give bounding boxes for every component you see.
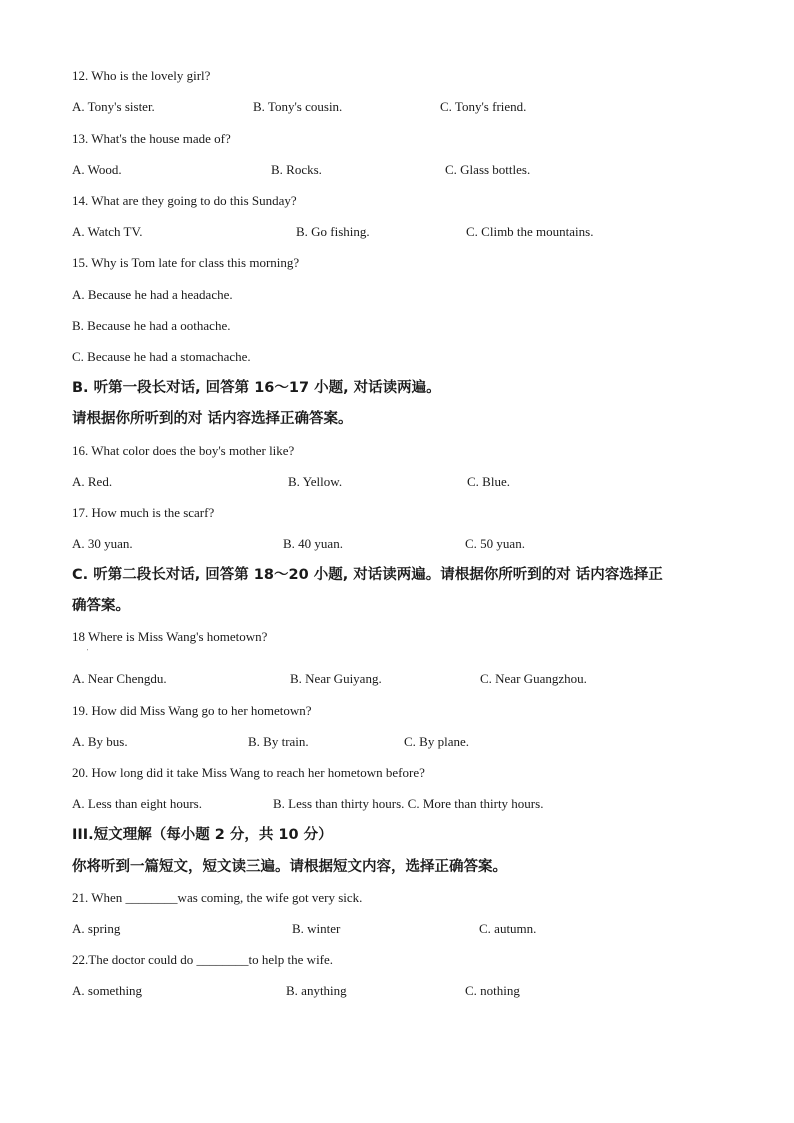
section-b-heading: B. 听第一段长对话, 回答第 16～17 小题, 对话读两遍。 [72, 380, 441, 396]
question-17-option-c: C. 50 yuan. [465, 536, 525, 551]
question-14-option-b: B. Go fishing. [296, 224, 370, 239]
question-13-option-a: A. Wood. [72, 162, 122, 177]
question-15-option-b: B. Because he had a oothache. [72, 318, 231, 333]
section-b-instruction: 请根据你所听到的对 话内容选择正确答案。 [72, 411, 353, 427]
question-16: 16. What color does the boy's mother like? [72, 443, 295, 458]
section-c-heading-cont: 确答案。 [72, 598, 130, 614]
question-19-option-a: A. By bus. [72, 734, 128, 749]
question-14-option-c: C. Climb the mountains. [466, 224, 594, 239]
question-12-option-b: B. Tony's cousin. [253, 99, 343, 114]
question-21-option-b: B. winter [292, 921, 341, 936]
question-22: 22.The doctor could do ________to help the wife. [72, 952, 334, 967]
question-19-option-c: C. By plane. [404, 734, 469, 749]
question-16-option-a: A. Red. [72, 474, 113, 489]
question-15-option-c: C. Because he had a stomachache. [72, 349, 251, 364]
question-18: 18 Where is Miss Wang's hometown? [72, 629, 268, 644]
question-19-option-b: B. By train. [248, 734, 309, 749]
question-17-option-a: A. 30 yuan. [72, 536, 133, 551]
question-12-option-a: A. Tony's sister. [72, 99, 155, 114]
question-20-option-a: A. Less than eight hours. [72, 796, 202, 811]
question-22-option-b: B. anything [286, 983, 347, 998]
question-16-option-b: B. Yellow. [288, 474, 343, 489]
question-14-option-a: A. Watch TV. [72, 224, 143, 239]
question-12-option-c: C. Tony's friend. [440, 99, 527, 114]
question-20: 20. How long did it take Miss Wang to reach her hometown before? [72, 765, 425, 780]
question-17-option-b: B. 40 yuan. [283, 536, 343, 551]
question-13-option-c: C. Glass bottles. [445, 162, 531, 177]
section-c-heading: C. 听第二段长对话, 回答第 18～20 小题, 对话读两遍。请根据你所听到的对 话内容选择正 [72, 567, 663, 583]
question-20-option-b-c: B. Less than thirty hours. C. More than thirty hours. [273, 796, 544, 811]
question-15-option-a: A. Because he had a headache. [72, 287, 233, 302]
question-12: 12. Who is the lovely girl? [72, 68, 211, 83]
question-21: 21. When ________was coming, the wife got very sick. [72, 890, 363, 905]
question-21-option-c: C. autumn. [479, 921, 537, 936]
section-iii-heading: III.短文理解（每小题 2 分，共 10 分） [72, 827, 333, 843]
question-18-option-a: A. Near Chengdu. [72, 671, 167, 686]
stray-mark: ' [87, 649, 89, 655]
question-19: 19. How did Miss Wang go to her hometown? [72, 703, 312, 718]
question-21-option-a: A. spring [72, 921, 121, 936]
question-18-option-b: B. Near Guiyang. [290, 671, 382, 686]
question-13: 13. What's the house made of? [72, 131, 231, 146]
question-22-option-c: C. nothing [465, 983, 520, 998]
question-18-option-c: C. Near Guangzhou. [480, 671, 587, 686]
question-22-option-a: A. something [72, 983, 143, 998]
question-15: 15. Why is Tom late for class this morning? [72, 255, 300, 270]
question-14: 14. What are they going to do this Sunday? [72, 193, 297, 208]
question-17: 17. How much is the scarf? [72, 505, 215, 520]
section-iii-instruction: 你将听到一篇短文，短文读三遍。请根据短文内容，选择正确答案。 [72, 859, 507, 875]
question-16-option-c: C. Blue. [467, 474, 510, 489]
question-13-option-b: B. Rocks. [271, 162, 322, 177]
